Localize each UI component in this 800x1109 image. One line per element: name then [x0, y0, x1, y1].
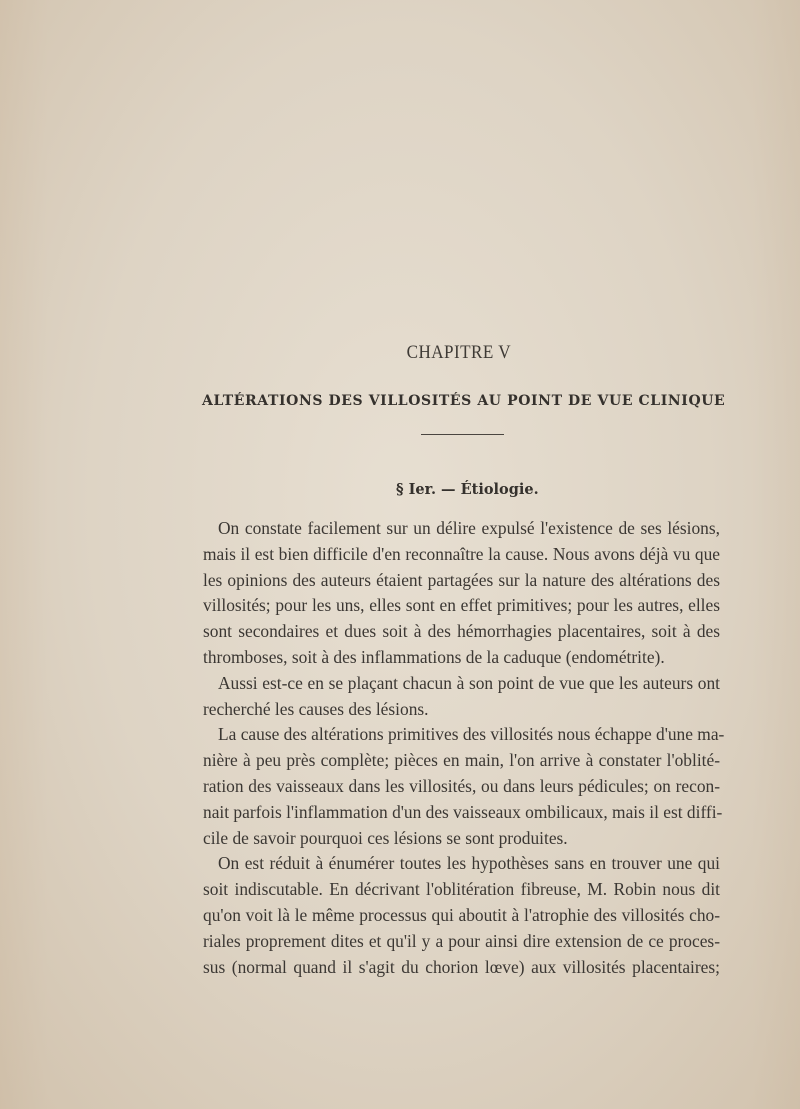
text-line: riales proprement dites et qu'il y a pour ainsi dire extension de ce proces-: [203, 930, 720, 951]
chapter-title: CHAPITRE V: [406, 342, 512, 363]
text-line: La cause des altérations primitives des villosités nous échappe d'une ma-: [218, 724, 725, 745]
text-line: qu'on voit là le même processus qui aboutit à l'atrophie des villosités cho-: [203, 904, 720, 925]
text-line: On est réduit à énumérer toutes les hypothèses sans en trouver une qui: [218, 853, 720, 874]
text-line: recherché les causes des lésions.: [203, 698, 429, 719]
body-text: [203, 516, 725, 980]
section-divider-rule: [421, 434, 504, 435]
section-heading: § Ier. — Étiologie.: [396, 481, 539, 498]
text-line: nière à peu près complète; pièces en main, l'on arrive à constater l'oblité-: [203, 750, 720, 771]
text-line: ration des vaisseaux dans les villosités, ou dans leurs pédicules; on recon-: [203, 775, 720, 796]
text-line: sont secondaires et dues soit à des hémorrhagies placentaires, soit à des: [203, 621, 720, 642]
text-line: les opinions des auteurs étaient partagées sur la nature des altérations des: [203, 569, 720, 590]
text-line: sus (normal quand il s'agit du chorion lœve) aux villosités placentaires;: [203, 956, 720, 977]
text-line: soit indiscutable. En décrivant l'oblitération fibreuse, M. Robin nous dit: [203, 879, 720, 900]
chapter-subtitle: ALTÉRATIONS DES VILLOSITÉS AU POINT DE VUE CLINIQUE: [202, 393, 726, 409]
text-line: nait parfois l'inflammation d'un des vaisseaux ombilicaux, mais il est diffi-: [203, 801, 723, 822]
text-line: villosités; pour les uns, elles sont en effet primitives; pour les autres, elles: [203, 595, 720, 616]
text-line: On constate facilement sur un délire expulsé l'existence de ses lésions,: [218, 518, 720, 538]
text-line: mais il est bien difficile d'en reconnaître la cause. Nous avons déjà vu que: [203, 543, 720, 564]
text-line: thromboses, soit à des inflammations de la caduque (endométrite).: [203, 646, 665, 667]
text-line: Aussi est-ce en se plaçant chacun à son point de vue que les auteurs ont: [218, 672, 720, 693]
text-line: cile de savoir pourquoi ces lésions se sont produites.: [203, 827, 568, 848]
